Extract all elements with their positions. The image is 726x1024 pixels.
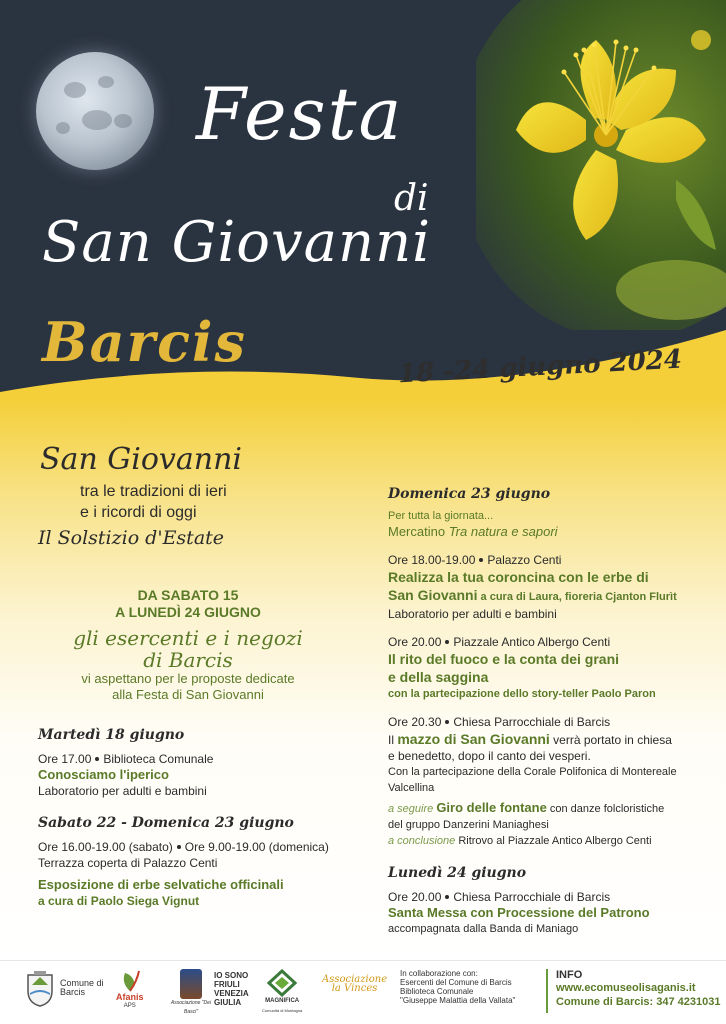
event-sat-22	[38, 815, 368, 909]
event-title: mazzo di San Giovanni	[397, 731, 550, 747]
event-title-2	[388, 586, 708, 606]
collab-line-2: Esercenti del Comune di Barcis	[400, 978, 512, 987]
afanis-aps: APS	[123, 1003, 136, 1009]
event-note: Laboratorio per adulti e bambini	[38, 784, 207, 798]
intro-heading: San Giovanni	[40, 442, 242, 477]
magnifica-sub: Comunità di Montagna	[262, 1008, 303, 1013]
logo-magnifica	[262, 969, 302, 1015]
market-prefix: Mercatino	[388, 524, 449, 539]
event-coroncina	[388, 552, 708, 622]
event-place: Palazzo Centi	[487, 553, 562, 567]
event-time-2: Ore 9.00-19.00 (domenica)	[184, 840, 329, 854]
event-time-line	[38, 839, 368, 855]
event-mon-24	[388, 865, 708, 937]
shops-from: DA SABATO 15	[137, 587, 239, 603]
collab-line-3: Biblioteca Comunale	[400, 987, 474, 996]
event-time: Ore 18.00-19.00	[388, 553, 476, 567]
info-label: INFO	[556, 969, 583, 981]
event-place: Biblioteca Comunale	[103, 752, 214, 766]
event-desc-2: e benedetto, dopo il canto dei vesperi.	[388, 749, 591, 763]
event-day: Martedì 18 giugno	[38, 727, 185, 743]
event-place: Chiesa Parrocchiale di Barcis	[453, 715, 611, 729]
info-phone[interactable]: Comune di Barcis: 347 4231031	[556, 996, 721, 1008]
coat-of-arms-icon	[26, 969, 54, 1007]
event-seguire	[388, 800, 708, 817]
event-title: Conosciamo l'iperico	[38, 767, 169, 782]
title-san-giovanni: San Giovanni	[42, 210, 432, 275]
event-desc-1	[388, 730, 708, 748]
event-mazzo	[388, 714, 708, 849]
afanis-label: Afanis	[116, 992, 144, 1002]
event-time: Ore 20.00	[388, 635, 442, 649]
collaboration-block	[400, 969, 515, 1005]
event-title-2-text: San Giovanni	[388, 587, 478, 603]
event-title-1: Realizza la tua coroncina con le erbe di	[388, 569, 649, 585]
logo-comune-barcis	[26, 969, 104, 1007]
event-note: con la partecipazione dello story-teller Paolo Paron	[388, 688, 656, 700]
conclusione-rest: Ritrovo al Piazzale Antico Albergo Centi	[458, 835, 652, 847]
event-time: Ore 20.00	[388, 890, 442, 904]
event-note: a cura di Paolo Siega Vignut	[38, 894, 200, 908]
intro-line-1: tra le tradizioni di ieri	[80, 483, 227, 500]
right-column	[388, 486, 708, 949]
shops-text-1: vi aspettano per le proposte dedicate	[81, 671, 295, 686]
collab-line-4: "Giuseppe Malattia della Vallata"	[400, 996, 516, 1005]
event-time: Ore 20.30	[388, 715, 442, 729]
event-with-1: Con la partecipazione della Corale Polifonica di Montereale	[388, 766, 677, 778]
logo-dei-basci	[168, 969, 214, 1017]
friuli-line-4: GIULIA	[214, 998, 242, 1007]
conclusione-label: a conclusione	[388, 835, 459, 847]
friuli-line-2: FRIULI	[214, 980, 240, 989]
logo-afanis	[116, 967, 144, 1011]
event-day: Domenica 23 giugno	[388, 486, 551, 502]
afanis-leaf-icon	[117, 967, 143, 993]
event-time: Ore 16.00-19.00 (sabato)	[38, 840, 173, 854]
collab-line-1: In collaborazione con:	[400, 969, 478, 978]
left-column	[38, 442, 368, 909]
vinces-line-1: Associazione	[322, 974, 388, 985]
event-tue-18	[38, 727, 368, 799]
shops-text-2: alla Festa di San Giovanni	[112, 687, 264, 702]
dei-basci-icon	[180, 969, 202, 999]
shops-to: A LUNEDÌ 24 GIUGNO	[115, 604, 261, 620]
event-pre: Il	[388, 733, 398, 747]
magnifica-diamond-icon	[267, 969, 297, 997]
event-with-2: Valcellina	[388, 782, 435, 794]
comune-line-1: Comune di	[60, 978, 104, 988]
shops-script-2: di Barcis	[143, 648, 233, 672]
event-day: Lunedì 24 giugno	[388, 865, 527, 881]
logo-friuli	[214, 971, 249, 1007]
vinces-line-2: la Vinces	[331, 983, 378, 994]
shops-block	[38, 587, 338, 703]
event-note: accompagnata dalla Banda di Maniago	[388, 923, 579, 935]
friuli-line-3: VENEZIA	[214, 989, 249, 998]
info-block	[556, 969, 720, 1009]
event-fuoco	[388, 634, 708, 702]
info-website[interactable]: www.ecomuseolisaganis.it	[556, 982, 696, 994]
title-di: di	[394, 178, 429, 219]
event-title: Santa Messa con Processione del Patrono	[388, 905, 650, 920]
event-title: Esposizione di erbe selvatiche officinali	[38, 877, 284, 892]
market-title	[388, 524, 708, 540]
event-curator: a cura di Laura, fioreria Cjanton Flurìt	[477, 591, 677, 603]
event-time-place	[38, 751, 368, 767]
intro-line-2: e i ricordi di oggi	[80, 504, 197, 521]
seguire-rest: con danze folcloristiche	[546, 803, 665, 815]
sunday-market	[388, 486, 708, 540]
wave-divider	[0, 0, 726, 460]
magnifica-label: MAGNIFICA	[265, 998, 300, 1004]
friuli-line-1: IO SONO	[214, 971, 249, 980]
event-day: Sabato 22 - Domenica 23 giugno	[38, 815, 294, 831]
event-conclusione	[388, 833, 708, 849]
logo-la-vinces	[322, 975, 387, 993]
title-place: Barcis	[42, 310, 247, 374]
event-post-1: verrà portato in chiesa	[549, 733, 672, 747]
event-time-place	[388, 714, 708, 730]
event-time-place	[388, 552, 708, 568]
event-place: Piazzale Antico Albergo Centi	[453, 635, 611, 649]
event-title-1: Il rito del fuoco e la conta dei grani	[388, 651, 620, 667]
footer	[0, 960, 726, 1024]
footer-divider	[546, 969, 548, 1013]
event-note: Laboratorio per adulti e bambini	[388, 607, 557, 621]
event-seguire-2: del gruppo Danzerini Maniaghesi	[388, 819, 549, 831]
event-time-place	[388, 634, 708, 650]
event-title-2: e della saggina	[388, 669, 489, 685]
event-dates: 18 -24 giugno 2024	[397, 344, 683, 390]
seguire-title: Giro delle fontane	[436, 800, 547, 815]
event-time: Ore 17.00	[38, 752, 92, 766]
shops-script-1: gli esercenti e i negozi	[73, 626, 303, 650]
event-place: Chiesa Parrocchiale di Barcis	[453, 890, 611, 904]
seguire-label: a seguire	[388, 803, 437, 815]
title-festa: Festa	[196, 72, 404, 156]
event-time-place	[388, 889, 708, 905]
dei-basci-label: Associazione "Dei Basci"	[170, 1000, 212, 1015]
event-place: Terrazza coperta di Palazzo Centi	[38, 856, 218, 870]
allday-label: Per tutta la giornata...	[388, 510, 494, 522]
market-name: Tra natura e sapori	[448, 524, 558, 539]
comune-line-2: Barcis	[60, 987, 86, 997]
solstice-heading: Il Solstizio d'Estate	[38, 527, 225, 549]
